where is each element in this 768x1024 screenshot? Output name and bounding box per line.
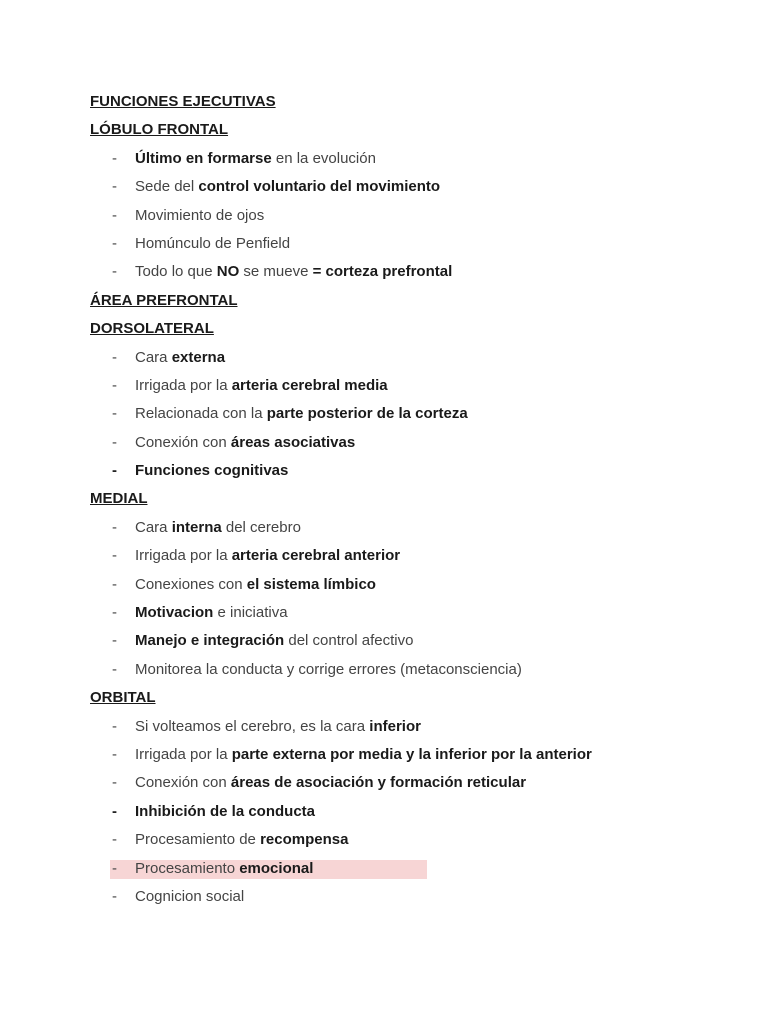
- list-item: [90, 400, 730, 428]
- list-item: [90, 202, 730, 230]
- bullet-dash: -: [112, 376, 117, 394]
- list-item-text: Motivacion e iniciativa: [135, 604, 288, 622]
- list-item: [90, 173, 730, 201]
- bullet-dash: -: [112, 802, 117, 820]
- list-item: [90, 344, 730, 372]
- bullet-dash: -: [112, 604, 117, 622]
- bullet-dash: -: [112, 547, 117, 565]
- list-dorsolateral: [90, 344, 730, 486]
- list-item: [90, 514, 730, 542]
- list-item: [90, 826, 730, 854]
- list-item: [90, 230, 730, 258]
- list-item: [90, 769, 730, 797]
- bullet-dash: -: [112, 745, 117, 763]
- list-item-text: Cara interna del cerebro: [135, 518, 301, 536]
- list-medial: [90, 514, 730, 684]
- bullet-dash: -: [112, 859, 117, 877]
- list-item-text: Monitorea la conducta y corrige errores (metaconsciencia): [135, 660, 522, 678]
- bullet-dash: -: [112, 462, 117, 480]
- list-item-text: Movimiento de ojos: [135, 206, 265, 224]
- list-item-text: Inhibición de la conducta: [135, 802, 316, 820]
- list-item: [90, 145, 730, 173]
- bullet-dash: -: [112, 433, 117, 451]
- list-item-highlighted: [90, 855, 730, 883]
- heading-medial: MEDIAL: [90, 490, 148, 508]
- list-item: [90, 258, 730, 286]
- list-item-text: Irrigada por la arteria cerebral anterior: [135, 547, 401, 565]
- list-item-text: Cara externa: [135, 348, 226, 366]
- list-item-text: Manejo e integración del control afectivo: [135, 632, 414, 650]
- list-item-text: Irrigada por la parte externa por media y la inferior por la anterior: [135, 745, 592, 763]
- list-item: [90, 372, 730, 400]
- document-page: [90, 88, 730, 911]
- bullet-dash: -: [112, 518, 117, 536]
- bullet-dash: -: [112, 660, 117, 678]
- heading-funciones-ejecutivas: FUNCIONES EJECUTIVAS: [90, 93, 276, 110]
- bullet-dash: -: [112, 717, 117, 735]
- list-item: [90, 571, 730, 599]
- list-item-text: Funciones cognitivas: [135, 462, 289, 480]
- list-item: [90, 627, 730, 655]
- list-item-text: Cognicion social: [135, 887, 245, 905]
- bullet-dash: -: [112, 206, 117, 224]
- bullet-dash: -: [112, 831, 117, 849]
- bullet-dash: -: [112, 575, 117, 593]
- list-item-text: Último en formarse en la evolución: [135, 149, 376, 167]
- list-item-text: Homúnculo de Penfield: [135, 234, 291, 252]
- list-item: [90, 713, 730, 741]
- heading-dorsolateral: DORSOLATERAL: [90, 320, 214, 338]
- list-item: [90, 457, 730, 485]
- list-item: [90, 429, 730, 457]
- list-lobulo-frontal: [90, 145, 730, 287]
- list-item-text: Conexión con áreas de asociación y formación reticular: [135, 774, 527, 792]
- bullet-dash: -: [112, 348, 117, 366]
- bullet-dash: -: [112, 149, 117, 167]
- list-item: [90, 599, 730, 627]
- bullet-dash: -: [112, 234, 117, 252]
- bullet-dash: -: [112, 263, 117, 281]
- heading-orbital: ORBITAL: [90, 689, 156, 707]
- list-item: [90, 656, 730, 684]
- list-item-text: Si volteamos el cerebro, es la cara inferior: [135, 717, 421, 735]
- list-orbital: [90, 713, 730, 912]
- bullet-dash: -: [112, 632, 117, 650]
- heading-area-prefrontal: ÁREA PREFRONTAL: [90, 291, 238, 309]
- list-item-text: Sede del control voluntario del movimiento: [135, 178, 441, 196]
- list-item: [90, 542, 730, 570]
- bullet-dash: -: [112, 405, 117, 423]
- list-item: [90, 741, 730, 769]
- bullet-dash: -: [112, 178, 117, 196]
- list-item-text: Conexiones con el sistema límbico: [135, 575, 376, 593]
- list-item-text: Procesamiento emocional: [135, 859, 314, 877]
- bullet-dash: -: [112, 774, 117, 792]
- heading-lobulo-frontal: LÓBULO FRONTAL: [90, 121, 229, 139]
- list-item-text: Irrigada por la arteria cerebral media: [135, 376, 388, 394]
- list-item-text: Conexión con áreas asociativas: [135, 433, 356, 451]
- list-item-text: Todo lo que NO se mueve = corteza prefrontal: [135, 263, 453, 281]
- list-item: [90, 798, 730, 826]
- bullet-dash: -: [112, 887, 117, 905]
- list-item-text: Relacionada con la parte posterior de la corteza: [135, 405, 468, 423]
- list-item-text: Procesamiento de recompensa: [135, 831, 349, 849]
- list-item: [90, 883, 730, 911]
